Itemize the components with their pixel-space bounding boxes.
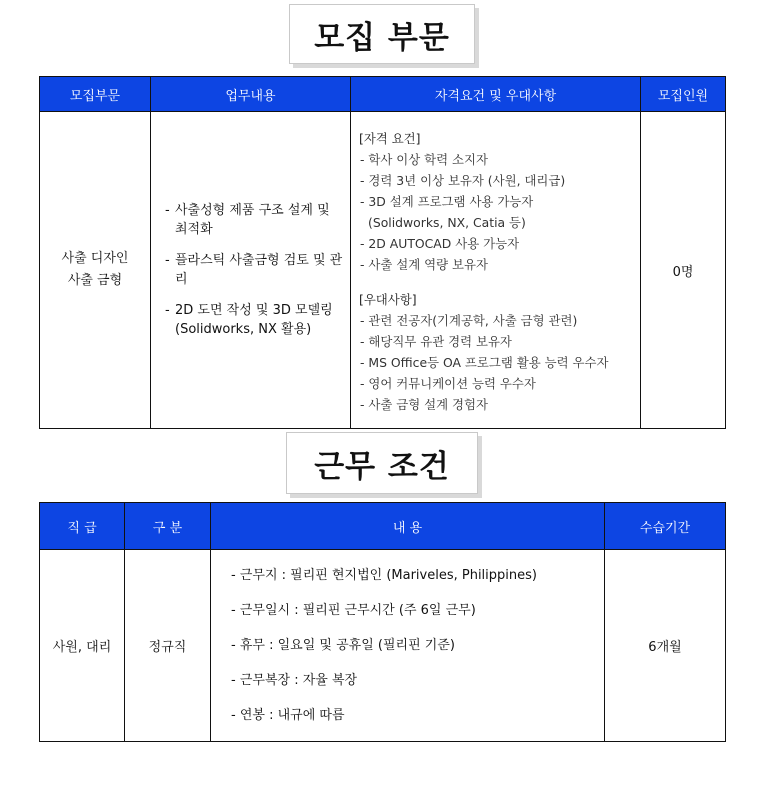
list-item: - 경력 3년 이상 보유자 (사원, 대리급): [360, 172, 566, 188]
rank-cell: 사원, 대리: [40, 550, 125, 742]
header-qualifications: 자격요건 및 우대사항: [351, 77, 641, 112]
header-content: 내 용: [211, 503, 605, 550]
table-row: [40, 112, 726, 429]
position-line: 사출 디자인: [61, 251, 129, 266]
list-item: - 사출성형 제품 구조 설계 및 최적화: [165, 201, 344, 239]
position-cell: [40, 112, 151, 429]
table-header-row: [40, 77, 726, 112]
qualifications-heading: [자격 요건]: [359, 130, 421, 146]
headcount-cell: 0명: [641, 112, 726, 429]
recruitment-table: [39, 76, 726, 429]
probation-cell: 6개월: [605, 550, 726, 742]
list-item: - 연봉 : 내규에 따름: [231, 708, 345, 723]
table-row: [40, 550, 726, 742]
list-item: - 3D 설계 프로그램 사용 가능자: [360, 193, 534, 209]
list-item: - 사출 설계 역량 보유자: [360, 256, 488, 272]
duties-cell: [151, 112, 351, 429]
list-item: (Solidworks, NX, Catia 등): [368, 214, 526, 230]
list-item: - 휴무 : 일요일 및 공휴일 (필리핀 기준): [231, 638, 455, 653]
list-item: - 영어 커뮤니케이션 능력 우수자: [360, 375, 536, 391]
section-title-conditions: 근무 조건: [286, 432, 478, 494]
list-item: - 2D AUTOCAD 사용 가능자: [360, 235, 520, 251]
duties-list: [159, 201, 344, 339]
header-recruit-field: 모집부문: [40, 77, 151, 112]
list-item: - 학사 이상 학력 소지자: [360, 151, 488, 167]
header-rank: 직 급: [40, 503, 125, 550]
list-item: - MS Office등 OA 프로그램 활용 능력 우수자: [360, 354, 609, 370]
header-duties: 업무내용: [151, 77, 351, 112]
type-cell: 정규직: [125, 550, 211, 742]
preferred-heading: [우대사항]: [359, 291, 417, 307]
table-header-row: [40, 503, 726, 550]
conditions-table: [39, 502, 726, 742]
position-line: 사출 금형: [67, 273, 123, 288]
header-headcount: 모집인원: [641, 77, 726, 112]
list-item: - 사출 금형 설계 경험자: [360, 396, 488, 412]
list-item: - 2D 도면 작성 및 3D 모델링 (Solidworks, NX 활용): [165, 301, 344, 339]
qualifications-cell: [351, 112, 641, 429]
section-title-recruitment: 모집 부문: [289, 4, 475, 64]
list-item: - 근무복장 : 자율 복장: [231, 673, 358, 688]
list-item: - 해당직무 유관 경력 보유자: [360, 333, 512, 349]
header-type: 구 분: [125, 503, 211, 550]
list-item: - 근무일시 : 필리핀 근무시간 (주 6일 근무): [231, 603, 476, 618]
list-item: - 관련 전공자(기계공학, 사출 금형 관련): [360, 312, 578, 328]
list-item: - 플라스틱 사출금형 검토 및 관리: [165, 251, 344, 289]
header-probation: 수습기간: [605, 503, 726, 550]
details-cell: [211, 550, 605, 742]
list-item: - 근무지 : 필리핀 현지법인 (Mariveles, Philippines): [231, 568, 537, 583]
